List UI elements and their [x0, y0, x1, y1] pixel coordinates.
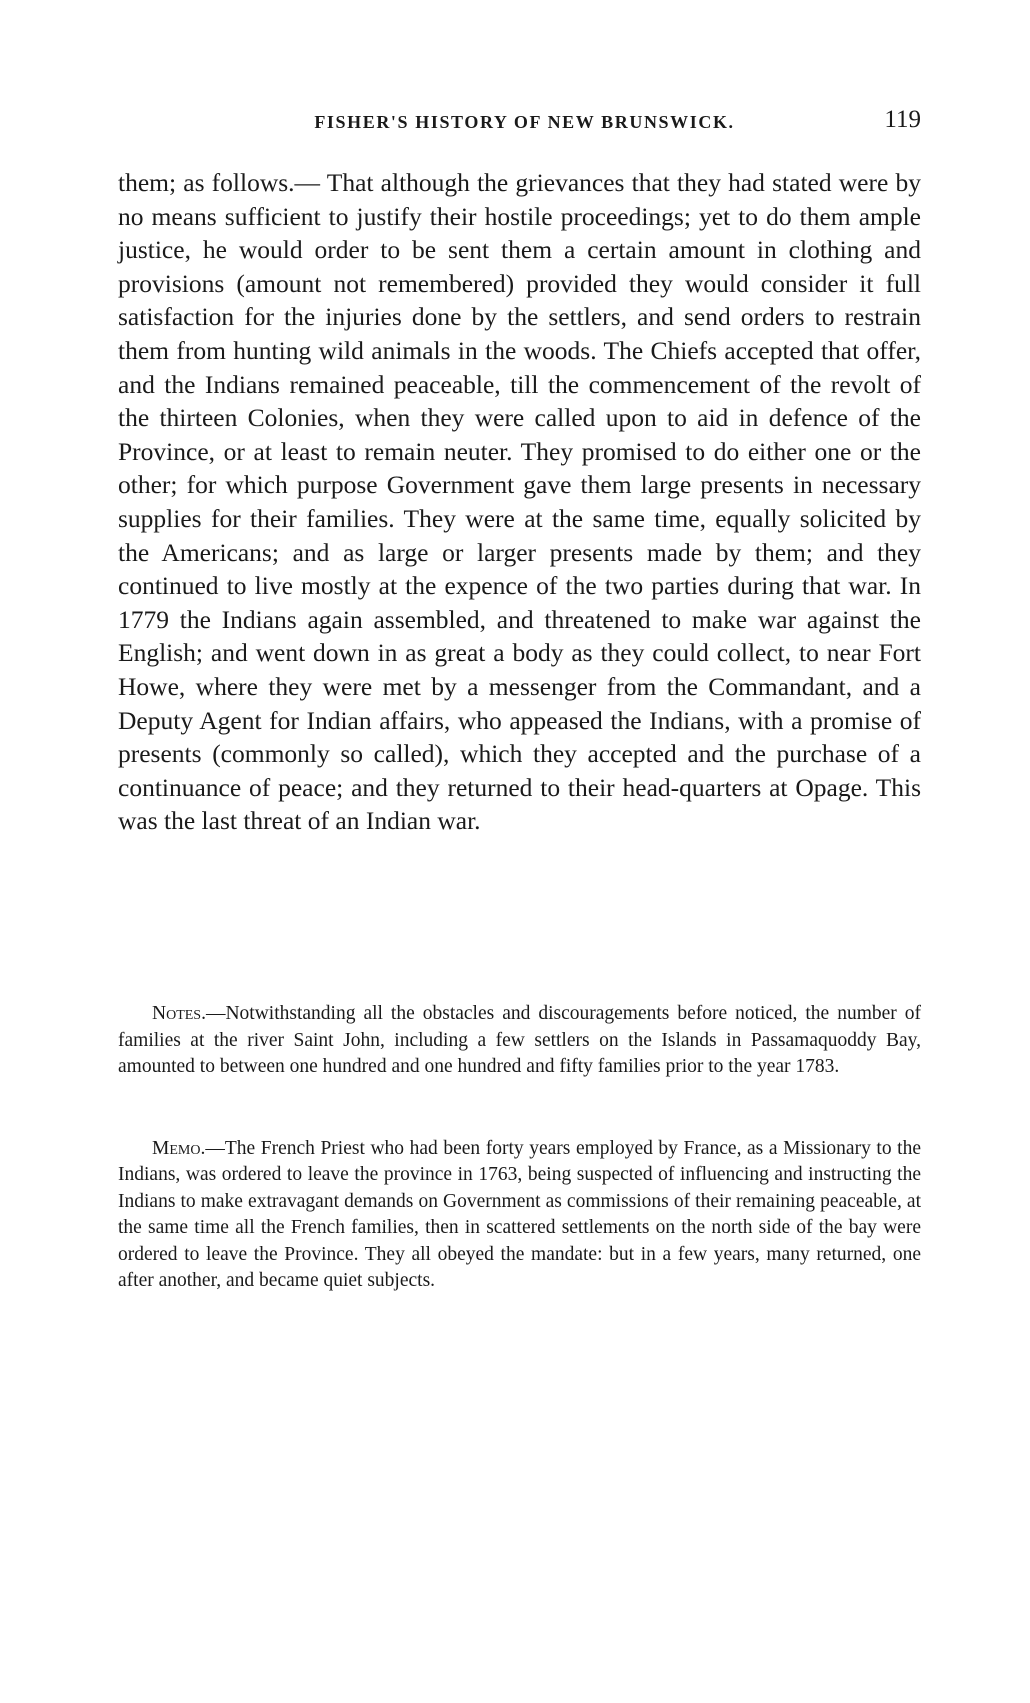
- memo-text: —The French Priest who had been forty years employed by France, as a Missionary to the Indians, was ordered to leave the province in 1763, being suspected of influencing and instructing the Indians to make extravagant demands on Government as commissions of their remaining peaceable, at the same time all the French families, then in scattered settlements on the north side of the bay were ordered to leave the Province. They all obeyed the mandate: but in a few years, many returned, one after another, and became quiet subjects.: [118, 1138, 921, 1292]
- running-head: [118, 104, 921, 144]
- main-paragraph: them; as follows.— That although the grievances that they had stated were by no means sufficient to justify their hostile proceedings; yet to do them ample justice, he would order to be sent them a certain amount in clothing and provisions (amount not remembered) provided they would consider it full satisfaction for the injuries done by the settlers, and send orders to restrain them from hunting wild animals in the woods. The Chiefs accepted that offer, and the Indians remained peaceable, till the commencement of the revolt of the thirteen Colonies, when they were called upon to aid in defence of the Province, or at least to remain neuter. They promised to do either one or the other; for which purpose Government gave them large presents in necessary supplies for their families. They were at the same time, equally solicited by the Americans; and as large or larger presents made by them; and they continued to live mostly at the expence of the two parties during that war. In 1779 the Indians again assembled, and threatened to make war against the English; and went down in as great a body as they could collect, to near Fort Howe, where they were met by a messenger from the Commandant, and a Deputy Agent for Indian affairs, who appeased the Indians, with a promise of presents (commonly so called), which they accepted and the purchase of a continuance of peace; and they returned to their head-quarters at Opage. This was the last threat of an Indian war.: [118, 168, 921, 836]
- page-number: 119: [884, 106, 921, 133]
- notes-label: Notes.: [152, 1003, 206, 1024]
- memo-paragraph: [118, 1136, 921, 1294]
- running-title: FISHER'S HISTORY OF NEW BRUNSWICK.: [314, 112, 735, 132]
- notes-paragraph: [118, 1001, 921, 1081]
- notes-text: —Notwithstanding all the obstacles and discouragements before noticed, the number of families at the river Saint John, including a few settlers on the Islands in Passamaquoddy Bay, amounted to between one hundred and one hundred and fifty families prior to the year 1783.: [118, 1003, 921, 1077]
- memo-label: Memo.: [152, 1138, 206, 1159]
